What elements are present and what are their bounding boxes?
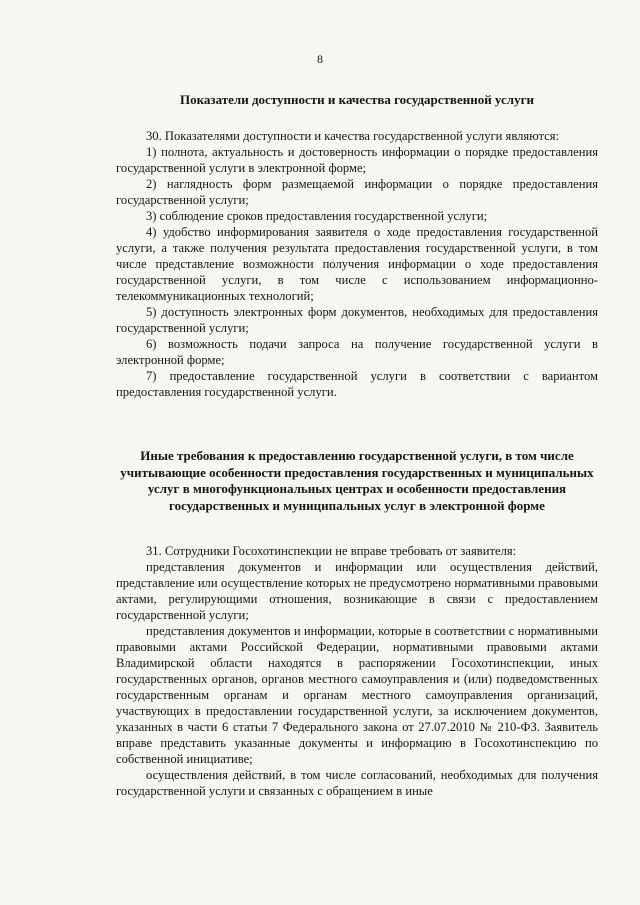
section-31 (116, 543, 598, 799)
section-30-item-6: 6) возможность подачи запроса на получение государственной услуги в электронной форме; (116, 337, 598, 367)
section-31-paragraph-1: представления документов и информации или осуществления действий, представление или осуществление которых не предусмотрено нормативными правовыми актами, регулирующими отношения, возникающие в связи с предоставлением государственной услуги; (116, 560, 598, 622)
section-heading-accessibility: Показатели доступности и качества государственной услуги (179, 92, 534, 107)
section-30-item-2: 2) наглядность форм размещаемой информации о порядке предоставления государственной услуги; (116, 177, 598, 207)
section-31-intro: 31. Сотрудники Госохотинспекции не вправе требовать от заявителя: (146, 544, 517, 558)
page-number: 8 (317, 52, 323, 66)
section-heading-other-requirements: Иные требования к предоставлению государственной услуги, в том числе учитывающие особенности предоставления государственных и муниципальных услуг в многофункциональных центрах и особенности предоставления государственных и муниципальных услуг в электронной форме (120, 448, 594, 513)
section-30-item-4: 4) удобство информирования заявителя о ходе предоставления государственной услуги, а также получения результата предоставления государственной услуги, в том числе представление возможности получения информации о ходе предоставления государственной услуги, в том числе с использованием информационно-телекоммуникационных технологий; (116, 225, 598, 303)
section-31-paragraph-2: представления документов и информации, которые в соответствии с нормативными правовыми актами Российской Федерации, нормативными правовыми актами Владимирской области находятся в распоряжении Госохотинспекции, иных государственных органов, органов местного самоуправления и (или) подведомственных государственным органам и органам местного самоуправления организаций, участвующих в предоставлении государственной услуги, за исключением документов, указанных в части 6 статьи 7 Федерального закона от 27.07.2010 № 210-ФЗ. Заявитель вправе представить указанные документы и информацию в Госохотинспекцию по собственной инициативе; (116, 624, 598, 766)
section-30 (116, 128, 598, 400)
section-30-item-1: 1) полнота, актуальность и достоверность информации о порядке предоставления государственной услуги в электронной форме; (116, 145, 598, 175)
section-30-item-5: 5) доступность электронных форм документов, необходимых для предоставления государственной услуги; (116, 305, 598, 335)
section-30-item-7: 7) предоставление государственной услуги в соответствии с вариантом предоставления государственной услуги. (116, 369, 598, 399)
section-30-intro: 30. Показателями доступности и качества государственной услуги являются: (146, 129, 559, 143)
section-30-item-3: 3) соблюдение сроков предоставления государственной услуги; (146, 209, 488, 223)
section-31-paragraph-3: осуществления действий, в том числе согласований, необходимых для получения государственной услуги и связанных с обращением в иные (116, 768, 598, 798)
